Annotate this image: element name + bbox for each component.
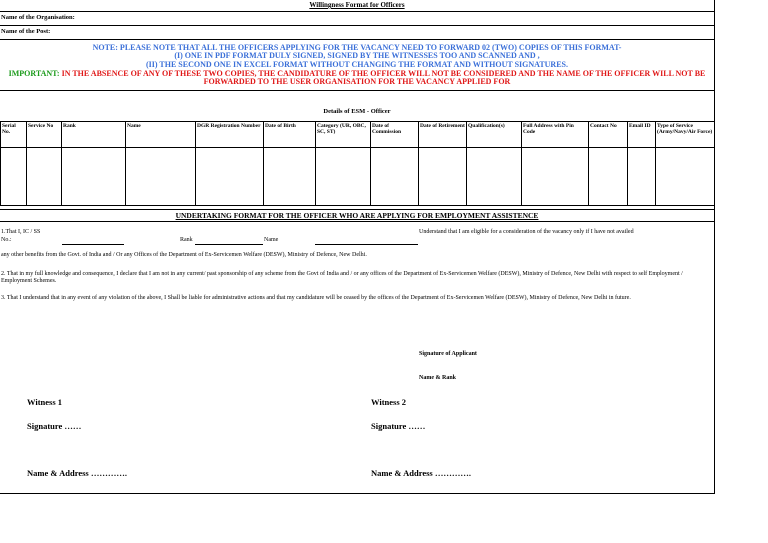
divider: [0, 221, 714, 222]
table-header-row: [1, 122, 715, 148]
column-header: Category (UR, OBC, SC, ST): [316, 122, 371, 148]
table-cell[interactable]: [316, 148, 371, 206]
divider: [0, 209, 714, 210]
signature-of-applicant: Signature of Applicant: [419, 351, 477, 357]
column-header: DGR Registration Number: [196, 122, 264, 148]
witness-1-signature: Signature ……: [27, 421, 82, 431]
witness-1-name-address: Name & Address ………….: [27, 468, 127, 478]
column-header: Contact No: [589, 122, 628, 148]
table-cell[interactable]: [126, 148, 196, 206]
column-header: Type of Service (Army/Navy/Air Force): [656, 122, 715, 148]
table-cell[interactable]: [62, 148, 126, 206]
undertaking-title: UNDERTAKING FORMAT FOR THE OFFICER WHO ARE APPLYING FOR EMPLOYMENT ASSISTENCE: [175, 211, 539, 220]
note-line-3: (II) THE SECOND ONE IN EXCEL FORMAT WITHOUT CHANGING THE FORMAT AND WITHOUT SIGNATURES.: [145, 60, 568, 69]
column-header: Service No: [27, 122, 62, 148]
table-cell[interactable]: [27, 148, 62, 206]
note-line-2: (I) ONE IN PDF FORMAT DULY SIGNED, SIGNED BY THE WITNESSES TOO AND SCANNED AND ,: [174, 51, 540, 60]
undertaking-p1-right: Understand that I am eligible for a consideration of the vacancy only if I have not availed: [419, 229, 634, 235]
post-label: Name of the Post:: [1, 28, 51, 35]
table-cell[interactable]: [522, 148, 589, 206]
witness-2-label: Witness 2: [371, 397, 407, 407]
important-label: IMPORTANT:: [8, 69, 60, 78]
column-header: Name: [126, 122, 196, 148]
rank-field[interactable]: [195, 244, 263, 245]
column-header: Serial No.: [1, 122, 27, 148]
undertaking-p1-start: 1.That I, IC / SS: [1, 229, 41, 235]
column-header: Qualification(s): [467, 122, 522, 148]
esm-section-title: Details of ESM - Officer: [323, 108, 391, 115]
note-line-1: NOTE: PLEASE NOTE THAT ALL THE OFFICERS APPLYING FOR THE VACANCY NEED TO FORWARD 02 (TWO) COPIES OF THIS FORMAT-: [92, 43, 622, 52]
esm-details-table: [0, 121, 715, 206]
undertaking-p3: 3. That I understand that in any event of any violation of the above, I Shall be liable for administrative actions and that my candidature will be ceased by the offices of the Department of Ex-Servicemen Welfare (DESW), Ministry of Defence, New Delhi in future.: [1, 295, 631, 301]
column-header: Email ID: [628, 122, 656, 148]
table-cell[interactable]: [371, 148, 419, 206]
table-row: [1, 148, 715, 206]
table-cell[interactable]: [467, 148, 522, 206]
undertaking-p2: 2. That in my full knowledge and consequence, I declare that I am not in any current/ past sponsorship of any scheme from the Govt of India and / or any offices of the Department of Ex-Servicemen Welfare (DESW), Ministry of Defence, New Delhi with respect to self Employment / Employment Schemes.: [1, 271, 683, 284]
table-cell[interactable]: [196, 148, 264, 206]
form-title: Willingness Format for Officers: [309, 1, 405, 9]
divider: [0, 39, 714, 40]
organisation-label: Name of the Organisation:: [1, 14, 75, 21]
undertaking-p1-continued: any other benefits from the Govt. of India and / Or any Offices of the Department of Ex-Servicemen Welfare (DESW), Ministry of Defence, New Delhi.: [1, 252, 367, 258]
table-cell[interactable]: [1, 148, 27, 206]
name-field[interactable]: [315, 244, 418, 245]
column-header: Date of Retirement: [419, 122, 467, 148]
divider: [0, 25, 714, 26]
ic-number-field[interactable]: [62, 244, 124, 245]
witness-2-name-address: Name & Address ………….: [371, 468, 471, 478]
divider: [0, 90, 714, 91]
important-line-2: FORWARDED TO THE USER ORGANISATION FOR THE VACANCY APPLIED FOR: [203, 77, 511, 86]
table-cell[interactable]: [589, 148, 628, 206]
column-header: Date of Birth: [264, 122, 316, 148]
column-header: Rank: [62, 122, 126, 148]
name-label: Name: [264, 237, 279, 243]
name-and-rank: Name & Rank: [419, 375, 456, 381]
undertaking-p1-no: No.:: [1, 237, 12, 243]
witness-1-label: Witness 1: [27, 397, 63, 407]
table-cell[interactable]: [264, 148, 316, 206]
divider: [0, 11, 714, 12]
rank-label: Rank: [180, 237, 193, 243]
important-text: IN THE ABSENCE OF ANY OF THESE TWO COPIES, THE CANDIDATURE OF THE OFFICER WILL NOT BE CONSIDERED AND THE NAME OF THE OFFICER WILL NOT BE: [59, 69, 706, 78]
witness-2-signature: Signature ……: [371, 421, 426, 431]
table-cell[interactable]: [656, 148, 715, 206]
table-cell[interactable]: [628, 148, 656, 206]
table-cell[interactable]: [419, 148, 467, 206]
column-header: Date of Commission: [371, 122, 419, 148]
column-header: Full Address with Pin Code: [522, 122, 589, 148]
